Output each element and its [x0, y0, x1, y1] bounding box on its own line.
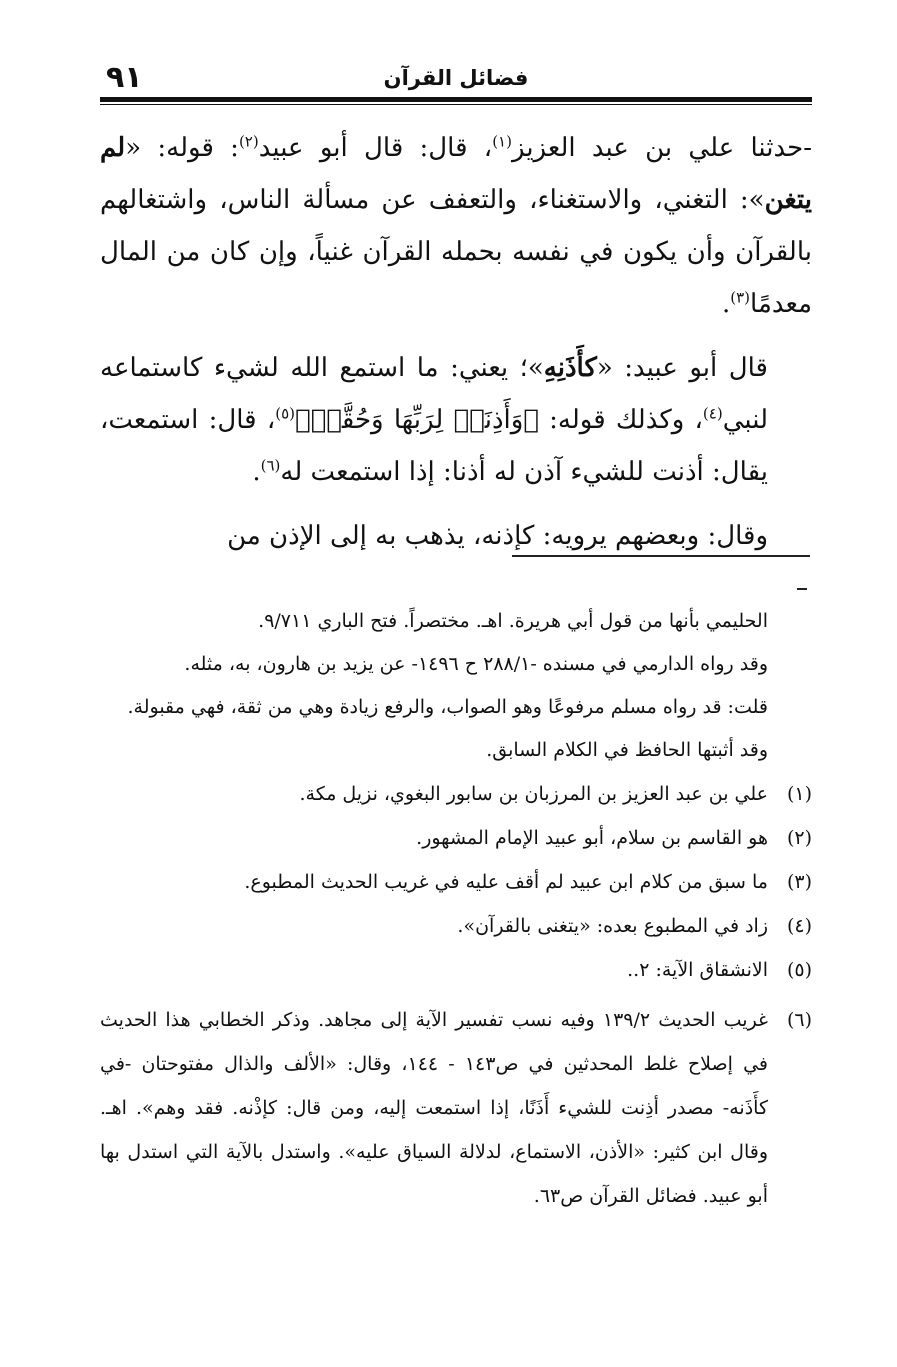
- footnote-continuation-line: الحليمي بأنها من قول أبي هريرة. اهـ. مختصراً. فتح الباري ٩/٧١١.: [258, 610, 768, 632]
- paragraph-2: [100, 342, 812, 498]
- footnote-continuation-line: قلت: قد رواه مسلم مرفوعًا وهو الصواب، والرفع زيادة وهي من ثقة، فهي مقبولة.: [127, 696, 768, 718]
- footnote-text: ما سبق من كلام ابن عبيد لم أقف عليه في غريب الحديث المطبوع.: [244, 871, 768, 893]
- footnote-number: (٥): [786, 959, 812, 981]
- footnote-2: [100, 816, 812, 860]
- footnote-number: (٢): [786, 827, 812, 849]
- p1-text-4: »: التغني، والاستغناء، والتعفف عن مسألة الناس، واشتغالهم بالقرآن وأن يكون في نفسه بحمله القرآن غنياً، وإن كان من المال معدمًا: [100, 185, 812, 319]
- footnote-ref-3: (٣): [730, 288, 751, 307]
- p2-text-3: ، وكذلك قوله: ﴿وَأَذِنَتۡ لِرَبِّهَا وَحُقَّتۡ﴾: [295, 405, 703, 435]
- footnote-ref-6: (٦): [260, 456, 281, 475]
- footnote-ref-4: (٤): [702, 404, 723, 423]
- footnote-number: (٣): [786, 871, 812, 893]
- footnote-number: (١): [786, 783, 812, 805]
- footnote-5: [100, 948, 812, 992]
- footnote-ref-1: (١): [492, 132, 512, 151]
- p2-text-1: قال أبو عبيد: «: [596, 353, 768, 383]
- p2-bold-term: كأَذَنِهِ: [543, 353, 597, 383]
- running-title: فضائل القرآن: [383, 66, 529, 90]
- p2-text-5: .: [252, 457, 261, 487]
- footnote-ref-5: (٥): [275, 404, 296, 423]
- p2-text-4: ، قال: استمعت، يقال: أذنت للشيء آذن له أذنا: إذا استمعت له: [100, 405, 768, 487]
- page-number: ٩١: [106, 60, 143, 95]
- header-rule-thin: [100, 104, 812, 105]
- footnote-number: (٦): [786, 1009, 812, 1031]
- header-rule-thick: [100, 97, 812, 102]
- footnote-1: [100, 772, 812, 816]
- p1-bold-term: لم يتغن: [100, 133, 812, 215]
- footnote-text: هو القاسم بن سلام، أبو عبيد الإمام المشهور.: [416, 827, 768, 849]
- footnote-continuation-line: وقد رواه الدارمي في مسنده -٢٨٨/١ ح ١٤٩٦- عن يزيد بن هارون، به، مثله.: [184, 653, 768, 675]
- p2-text-2: »؛ يعني: ما استمع الله لشيء كاستماعه لنبي: [100, 353, 768, 435]
- p1-text-3: : قوله: «: [125, 133, 239, 163]
- footnote-text: الانشقاق الآية: ٢..: [627, 959, 768, 981]
- footnote-continuation-line: وقد أثبتها الحافظ في الكلام السابق.: [486, 739, 768, 761]
- footnote-divider: [512, 555, 810, 557]
- p1-text-2: ، قال: قال أبو عبيد: [258, 133, 493, 163]
- footnote-dash: [797, 588, 807, 590]
- paragraph-1: [100, 122, 812, 330]
- footnote-text: زاد في المطبوع بعده: «يتغنى بالقرآن».: [457, 915, 768, 937]
- p1-text-5: .: [721, 289, 731, 319]
- footnote-3: [100, 860, 812, 904]
- footnote-6: [100, 998, 812, 1218]
- page-header: [100, 58, 812, 102]
- main-text: [100, 122, 812, 574]
- footnote-ref-2: (٢): [238, 132, 259, 151]
- p3-text: وقال: وبعضهم يرويه: كإذنه، يذهب به إلى الإذن من: [227, 521, 768, 551]
- footnote-text: غريب الحديث ١٣٩/٢ وفيه نسب تفسير الآية إلى مجاهد. وذكر الخطابي هذا الحديث في إصلاح غلط المحدثين في ص١٤٣ - ١٤٤، وقال: «الألف والذال مفتوحتان -في كأَذَنه- مصدر أذِنت للشيء أَذَنًا، إذا استمعت إليه، ومن قال: كإذْنه. فقد وهم». اهـ. وقال ابن كثير: «الأذن، الاستماع، لدلالة السياق عليه». واستدل بالآية التي استدل بها أبو عبيد. فضائل القرآن ص٦٣.: [100, 1009, 768, 1207]
- footnote-text: علي بن عبد العزيز بن المرزبان بن سابور البغوي، نزيل مكة.: [299, 783, 768, 805]
- p1-text-1: -حدثنا علي بن عبد العزيز: [511, 133, 813, 163]
- footnote-4: [100, 904, 812, 948]
- footnote-number: (٤): [786, 915, 812, 937]
- footnotes-section: [100, 600, 812, 1218]
